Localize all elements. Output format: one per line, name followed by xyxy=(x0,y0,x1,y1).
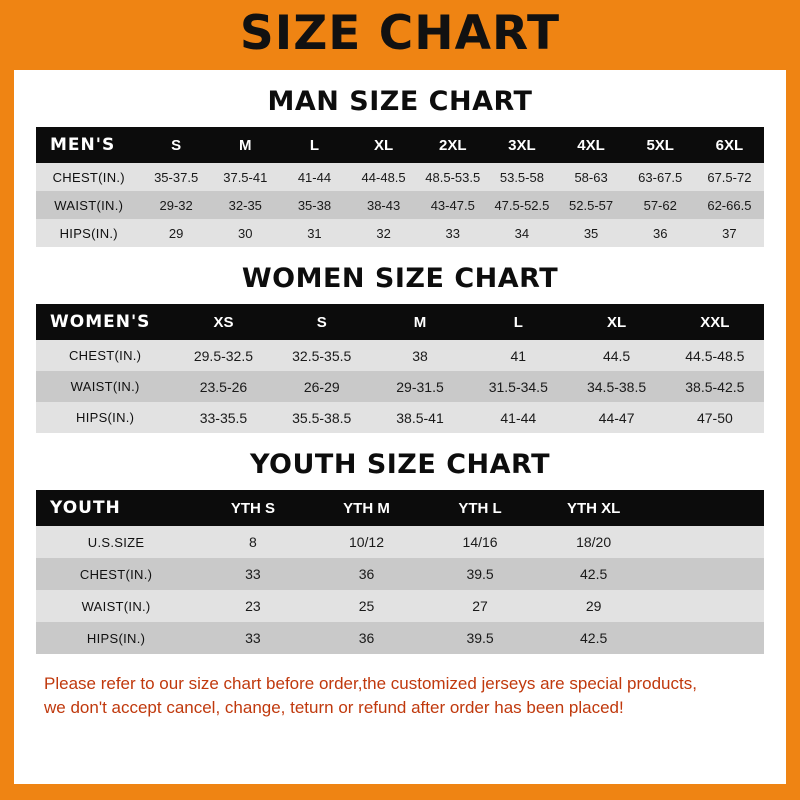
man-waist-l: 35-38 xyxy=(280,191,349,219)
youth-ussize-l: 14/16 xyxy=(423,526,537,558)
man-chest-m: 37.5-41 xyxy=(211,163,280,191)
youth-hips-spacer xyxy=(650,622,764,654)
women-hips-xl: 44-47 xyxy=(567,402,665,433)
man-hips-s: 29 xyxy=(142,219,211,247)
women-header-xl: XL xyxy=(567,304,665,340)
man-header-s: S xyxy=(142,127,211,163)
youth-ussize-m: 10/12 xyxy=(310,526,424,558)
youth-hips-s: 33 xyxy=(196,622,310,654)
man-hips-xl: 32 xyxy=(349,219,418,247)
youth-waist-m: 25 xyxy=(310,590,424,622)
man-table-head xyxy=(36,127,764,163)
man-header-2xl: 2XL xyxy=(418,127,487,163)
man-header-6xl: 6XL xyxy=(695,127,764,163)
youth-chest-l: 39.5 xyxy=(423,558,537,590)
man-chest-3xl: 53.5-58 xyxy=(487,163,556,191)
youth-waist-s: 23 xyxy=(196,590,310,622)
youth-table-head xyxy=(36,490,764,526)
man-waist-4xl: 52.5-57 xyxy=(556,191,625,219)
women-row-waist-label: WAIST(IN.) xyxy=(36,371,174,402)
man-chest-xl: 44-48.5 xyxy=(349,163,418,191)
man-header-3xl: 3XL xyxy=(487,127,556,163)
women-waist-xl: 34.5-38.5 xyxy=(567,371,665,402)
women-hips-xs: 33-35.5 xyxy=(174,402,272,433)
man-row-waist-label: WAIST(IN.) xyxy=(36,191,142,219)
man-waist-5xl: 57-62 xyxy=(626,191,695,219)
youth-header-l: YTH L xyxy=(423,490,537,526)
women-table-head xyxy=(36,304,764,340)
youth-waist-l: 27 xyxy=(423,590,537,622)
man-hips-2xl: 33 xyxy=(418,219,487,247)
women-table-body xyxy=(36,340,764,433)
table-header-row xyxy=(36,304,764,340)
youth-header-label: YOUTH xyxy=(36,490,196,526)
man-waist-xl: 38-43 xyxy=(349,191,418,219)
man-row-chest-label: CHEST(IN.) xyxy=(36,163,142,191)
youth-ussize-spacer xyxy=(650,526,764,558)
women-row-hips-label: HIPS(IN.) xyxy=(36,402,174,433)
youth-header-m: YTH M xyxy=(310,490,424,526)
women-hips-s: 35.5-38.5 xyxy=(273,402,371,433)
bottom-accent-bar xyxy=(14,784,786,800)
women-chest-s: 32.5-35.5 xyxy=(273,340,371,371)
youth-header-s: YTH S xyxy=(196,490,310,526)
man-chest-4xl: 58-63 xyxy=(556,163,625,191)
man-chest-5xl: 63-67.5 xyxy=(626,163,695,191)
youth-waist-spacer xyxy=(650,590,764,622)
man-chest-s: 35-37.5 xyxy=(142,163,211,191)
women-header-label: WOMEN'S xyxy=(36,304,174,340)
man-chest-2xl: 48.5-53.5 xyxy=(418,163,487,191)
youth-waist-xl: 29 xyxy=(537,590,651,622)
youth-row-hips-label: HIPS(IN.) xyxy=(36,622,196,654)
chart-content xyxy=(14,86,786,720)
women-waist-s: 26-29 xyxy=(273,371,371,402)
youth-hips-m: 36 xyxy=(310,622,424,654)
table-row xyxy=(36,163,764,191)
women-chest-xxl: 44.5-48.5 xyxy=(666,340,764,371)
man-header-l: L xyxy=(280,127,349,163)
women-header-xxl: XXL xyxy=(666,304,764,340)
man-header-m: M xyxy=(211,127,280,163)
table-header-row xyxy=(36,127,764,163)
page-header xyxy=(0,0,800,70)
table-row xyxy=(36,371,764,402)
man-hips-3xl: 34 xyxy=(487,219,556,247)
table-row xyxy=(36,526,764,558)
man-header-xl: XL xyxy=(349,127,418,163)
man-table-body xyxy=(36,163,764,247)
youth-row-ussize-label: U.S.SIZE xyxy=(36,526,196,558)
man-chest-l: 41-44 xyxy=(280,163,349,191)
man-waist-m: 32-35 xyxy=(211,191,280,219)
youth-chest-m: 36 xyxy=(310,558,424,590)
women-hips-l: 41-44 xyxy=(469,402,567,433)
man-hips-4xl: 35 xyxy=(556,219,625,247)
man-waist-s: 29-32 xyxy=(142,191,211,219)
youth-hips-l: 39.5 xyxy=(423,622,537,654)
youth-section-title: YOUTH SIZE CHART xyxy=(249,449,551,480)
footer-note-line-2: we don't accept cancel, change, teturn or refund after order has been placed! xyxy=(44,697,624,717)
table-row xyxy=(36,622,764,654)
man-waist-3xl: 47.5-52.5 xyxy=(487,191,556,219)
youth-chest-xl: 42.5 xyxy=(537,558,651,590)
women-chest-xl: 44.5 xyxy=(567,340,665,371)
man-section-title: MAN SIZE CHART xyxy=(267,86,533,117)
table-row xyxy=(36,191,764,219)
man-header-4xl: 4XL xyxy=(556,127,625,163)
man-hips-l: 31 xyxy=(280,219,349,247)
youth-chest-spacer xyxy=(650,558,764,590)
women-hips-xxl: 47-50 xyxy=(666,402,764,433)
youth-header-spacer xyxy=(650,490,764,526)
women-waist-xxl: 38.5-42.5 xyxy=(666,371,764,402)
youth-size-table xyxy=(36,490,764,654)
women-waist-l: 31.5-34.5 xyxy=(469,371,567,402)
youth-chest-s: 33 xyxy=(196,558,310,590)
women-waist-m: 29-31.5 xyxy=(371,371,469,402)
table-header-row xyxy=(36,490,764,526)
table-row xyxy=(36,340,764,371)
man-waist-2xl: 43-47.5 xyxy=(418,191,487,219)
women-chest-xs: 29.5-32.5 xyxy=(174,340,272,371)
women-row-chest-label: CHEST(IN.) xyxy=(36,340,174,371)
women-header-s: S xyxy=(273,304,371,340)
man-header-label: MEN'S xyxy=(36,127,142,163)
man-chest-6xl: 67.5-72 xyxy=(695,163,764,191)
man-hips-6xl: 37 xyxy=(695,219,764,247)
women-chest-m: 38 xyxy=(371,340,469,371)
man-waist-6xl: 62-66.5 xyxy=(695,191,764,219)
man-hips-m: 30 xyxy=(211,219,280,247)
youth-table-body xyxy=(36,526,764,654)
women-size-table xyxy=(36,304,764,433)
youth-hips-xl: 42.5 xyxy=(537,622,651,654)
youth-header-xl: YTH XL xyxy=(537,490,651,526)
man-size-table xyxy=(36,127,764,247)
women-chest-l: 41 xyxy=(469,340,567,371)
youth-row-chest-label: CHEST(IN.) xyxy=(36,558,196,590)
man-header-5xl: 5XL xyxy=(626,127,695,163)
youth-ussize-s: 8 xyxy=(196,526,310,558)
women-header-m: M xyxy=(371,304,469,340)
footer-note xyxy=(36,672,764,720)
table-row xyxy=(36,558,764,590)
man-row-hips-label: HIPS(IN.) xyxy=(36,219,142,247)
man-hips-5xl: 36 xyxy=(626,219,695,247)
women-waist-xs: 23.5-26 xyxy=(174,371,272,402)
women-section-title: WOMEN SIZE CHART xyxy=(241,263,559,294)
women-header-xs: XS xyxy=(174,304,272,340)
women-hips-m: 38.5-41 xyxy=(371,402,469,433)
youth-row-waist-label: WAIST(IN.) xyxy=(36,590,196,622)
youth-ussize-xl: 18/20 xyxy=(537,526,651,558)
table-row xyxy=(36,402,764,433)
footer-note-line-1: Please refer to our size chart before order,the customized jerseys are special products, xyxy=(44,674,697,693)
page-title: SIZE CHART xyxy=(239,6,561,61)
table-row xyxy=(36,219,764,247)
table-row xyxy=(36,590,764,622)
women-header-l: L xyxy=(469,304,567,340)
